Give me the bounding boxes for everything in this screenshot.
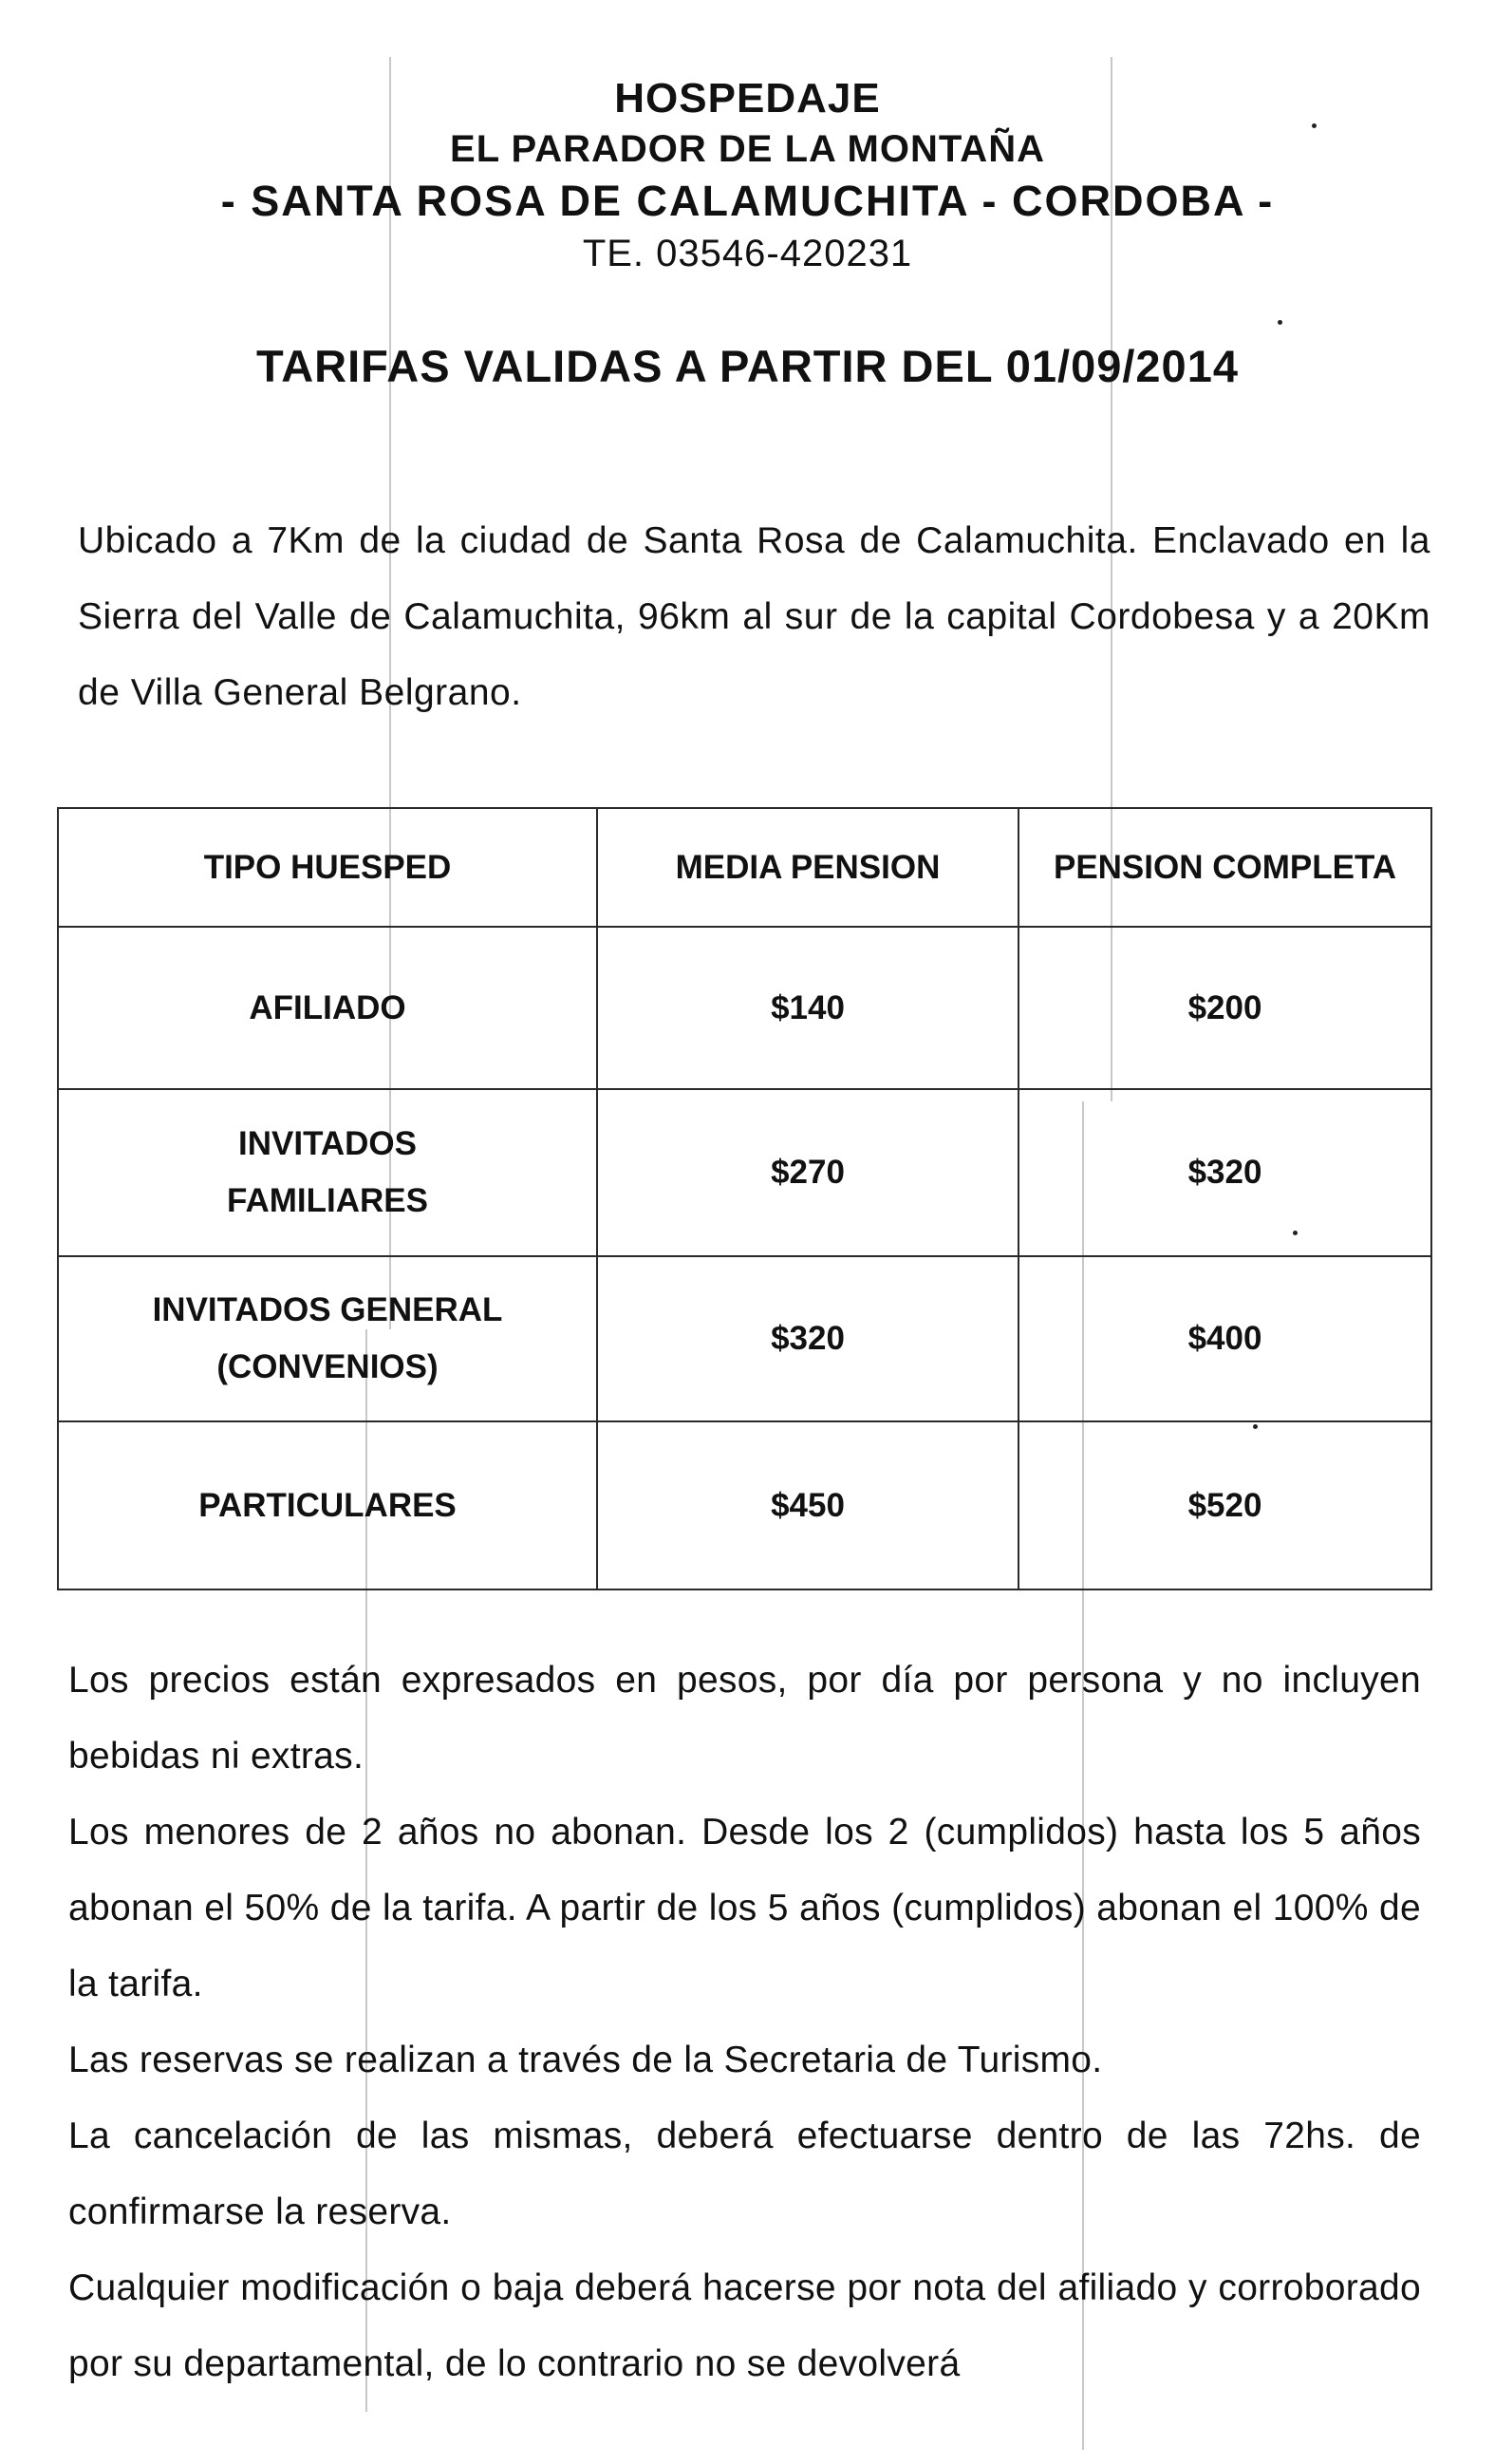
full-board-price: $520 [1018, 1421, 1431, 1589]
half-board-price: $140 [597, 927, 1018, 1089]
note-modification: Cualquier modificación o baja deberá hacerse por nota del afiliado y corroborado por su departamental, de lo contrario no se devolverá [68, 2267, 1421, 2384]
note-reservations: Las reservas se realizan a través de la Secretaria de Turismo. [68, 2040, 1103, 2080]
conditions-notes [68, 1643, 1421, 2402]
header-guest-type: TIPO HUESPED [58, 808, 597, 927]
header-title: HOSPEDAJE [614, 75, 881, 122]
note-cancellation: La cancelación de las mismas, deberá efectuarse dentro de las 72hs. de confirmarse la reserva. [68, 2116, 1421, 2232]
table-row [58, 1256, 1431, 1421]
full-board-price: $320 [1018, 1089, 1431, 1256]
half-board-price: $450 [597, 1421, 1018, 1589]
full-board-price: $400 [1018, 1256, 1431, 1421]
table-row [58, 1089, 1431, 1256]
guest-type-cell [58, 1256, 597, 1421]
table-row [58, 1421, 1431, 1589]
header-phone: TE. 03546-420231 [582, 233, 913, 274]
scan-speck [1278, 320, 1282, 325]
half-board-price: $270 [597, 1089, 1018, 1256]
guest-type-cell [58, 1421, 597, 1589]
guest-type-label: INVITADOS GENERAL [152, 1291, 503, 1328]
half-board-price: $320 [597, 1256, 1018, 1421]
guest-type-cell [58, 927, 597, 1089]
table-header-row [58, 808, 1431, 927]
header-half-board: MEDIA PENSION [597, 808, 1018, 927]
rates-validity-title: TARIFAS VALIDAS A PARTIR DEL 01/09/2014 [256, 341, 1239, 391]
header-establishment: EL PARADOR DE LA MONTAÑA [450, 128, 1045, 170]
header-location: - SANTA ROSA DE CALAMUCHITA - CORDOBA - [220, 177, 1275, 225]
note-children: Los menores de 2 años no abonan. Desde los 2 (cumplidos) hasta los 5 años abonan el 50% de la tarifa. A partir de los 5 años (cumplidos) abonan el 100% de la tarifa. [68, 1812, 1421, 2004]
table-row [58, 927, 1431, 1089]
guest-type-sublabel: FAMILIARES [227, 1182, 428, 1219]
guest-type-cell [58, 1089, 597, 1256]
guest-type-label: AFILIADO [249, 988, 406, 1026]
full-board-price: $200 [1018, 927, 1431, 1089]
guest-type-sublabel: (CONVENIOS) [216, 1348, 439, 1385]
rates-table [57, 807, 1432, 1590]
document-header [0, 74, 1495, 279]
guest-type-label: INVITADOS [238, 1125, 417, 1162]
guest-type-label: PARTICULARES [198, 1486, 457, 1524]
note-prices: Los precios están expresados en pesos, por día por persona y no incluyen bebidas ni extras. [68, 1660, 1421, 1777]
intro-paragraph: Ubicado a 7Km de la ciudad de Santa Rosa de Calamuchita. Enclavado en la Sierra del Valle de Calamuchita, 96km al sur de la capital Cordobesa y a 20Km de Villa General Belgrano. [78, 520, 1430, 713]
header-full-board: PENSION COMPLETA [1018, 808, 1431, 927]
